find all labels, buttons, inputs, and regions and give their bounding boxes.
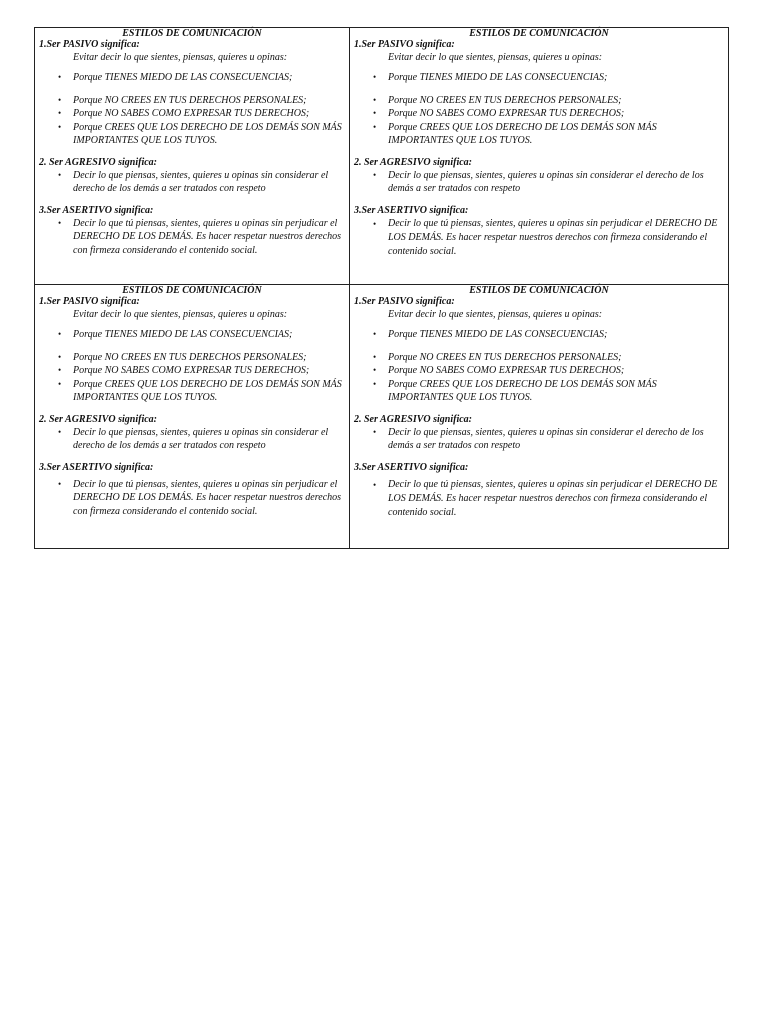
pasivo-intro: Evitar decir lo que sientes, piensas, quieres u opinas: (388, 52, 603, 63)
heading-suffix: significa: (112, 461, 154, 473)
pasivo-intro: Evitar decir lo que sientes, piensas, quieres u opinas: (388, 309, 603, 320)
asertivo-heading (354, 205, 724, 217)
heading-term: PASIVO (62, 39, 99, 50)
heading-suffix: significa: (427, 461, 469, 473)
heading-prefix: 3.Ser (39, 204, 63, 216)
pasivo-list-continued (39, 94, 345, 148)
pasivo-heading (39, 39, 345, 51)
heading-suffix: significa: (430, 413, 472, 425)
heading-suffix: significa: (413, 296, 455, 307)
heading-suffix: significa: (430, 156, 472, 168)
heading-prefix: 1.Ser (39, 39, 63, 50)
list-item: • Porque TIENES MIEDO DE LAS CONSECUENCIAS; (73, 71, 345, 85)
pasivo-heading (354, 39, 724, 51)
list-item: • Porque NO CREES EN TUS DERECHOS PERSONALES; (73, 351, 345, 365)
heading-term: PASIVO (377, 39, 414, 50)
list-item: • Porque NO CREES EN TUS DERECHOS PERSONALES; (388, 94, 724, 108)
heading-suffix: significa: (115, 413, 157, 425)
heading-term: AGRESIVO (380, 413, 431, 425)
heading-prefix: 3.Ser (39, 461, 63, 473)
heading-term: PASIVO (62, 296, 99, 307)
agresivo-list (354, 426, 724, 453)
list-item: • Porque NO CREES EN TUS DERECHOS PERSONALES; (388, 351, 724, 365)
agresivo-heading (39, 414, 345, 426)
heading-suffix: significa: (115, 156, 157, 168)
asertivo-heading (39, 462, 345, 474)
heading-prefix: 3.Ser (354, 204, 378, 216)
agresivo-heading (39, 157, 345, 169)
list-item: • Decir lo que tú piensas, sientes, quieres u opinas sin perjudicar el DERECHO DE LOS DEMÁS. Es hacer respetar nuestros derechos con firmeza considerando el contenido social. (388, 217, 724, 259)
agresivo-list (39, 169, 345, 196)
heading-prefix: 1.Ser (354, 39, 378, 50)
heading-prefix: 2. Ser (39, 156, 66, 168)
list-item: • Porque TIENES MIEDO DE LAS CONSECUENCIAS; (388, 328, 724, 342)
agresivo-list (354, 169, 724, 196)
heading-suffix: significa: (112, 204, 154, 216)
list-item: • Decir lo que piensas, sientes, quieres u opinas sin considerar el derecho de los demás a ser tratados con respeto (388, 426, 724, 453)
card-title: ESTILOS DE COMUNICACIÓN (469, 285, 609, 296)
asertivo-list (39, 217, 345, 258)
heading-term: ASERTIVO (377, 204, 427, 216)
heading-suffix: significa: (413, 39, 455, 50)
heading-prefix: 2. Ser (354, 413, 381, 425)
card-title: ESTILOS DE COMUNICACIÓN (122, 285, 262, 296)
list-item: • Decir lo que tú piensas, sientes, quieres u opinas sin perjudicar el DERECHO DE LOS DEMÁS. Es hacer respetar nuestros derechos con firmeza considerando el contenido social. (73, 217, 345, 258)
heading-term: AGRESIVO (380, 156, 431, 168)
list-item: • Porque NO SABES COMO EXPRESAR TUS DERECHOS; (73, 364, 345, 378)
list-item: • Porque CREES QUE LOS DERECHO DE LOS DEMÁS SON MÁS IMPORTANTES QUE LOS TUYOS. (73, 121, 345, 148)
pasivo-intro: Evitar decir lo que sientes, piensas, quieres u opinas: (73, 309, 288, 320)
heading-suffix: significa: (98, 296, 140, 307)
asertivo-list (354, 217, 724, 259)
card-title: ESTILOS DE COMUNICACIÓN (122, 28, 262, 39)
list-item: • Porque NO SABES COMO EXPRESAR TUS DERECHOS; (388, 364, 724, 378)
asertivo-heading (354, 462, 724, 474)
pasivo-heading (354, 296, 724, 308)
heading-term: PASIVO (377, 296, 414, 307)
heading-prefix: 2. Ser (354, 156, 381, 168)
list-item: • Porque NO SABES COMO EXPRESAR TUS DERECHOS; (388, 107, 724, 121)
pasivo-list (354, 71, 724, 85)
pasivo-list (39, 71, 345, 85)
heading-term: ASERTIVO (377, 461, 427, 473)
list-item: • Decir lo que tú piensas, sientes, quieres u opinas sin perjudicar el DERECHO DE LOS DEMÁS. Es hacer respetar nuestros derechos con firmeza considerando el contenido social. (388, 478, 724, 520)
card-title: ESTILOS DE COMUNICACIÓN (469, 28, 609, 39)
list-item: • Porque NO SABES COMO EXPRESAR TUS DERECHOS; (73, 107, 345, 121)
heading-term: AGRESIVO (65, 156, 116, 168)
heading-prefix: 2. Ser (39, 413, 66, 425)
pasivo-list-continued (354, 351, 724, 405)
list-item: • Decir lo que piensas, sientes, quieres u opinas sin considerar el derecho de los demás a ser tratados con respeto (388, 169, 724, 196)
heading-term: ASERTIVO (62, 204, 112, 216)
asertivo-heading (39, 205, 345, 217)
pasivo-intro: Evitar decir lo que sientes, piensas, quieres u opinas: (73, 52, 288, 63)
pasivo-list (39, 328, 345, 342)
list-item: • Porque TIENES MIEDO DE LAS CONSECUENCIAS; (73, 328, 345, 342)
asertivo-list (354, 478, 724, 520)
list-item: • Decir lo que piensas, sientes, quieres u opinas sin considerar el derecho de los demás a ser tratados con respeto (73, 169, 345, 196)
pasivo-list-continued (354, 94, 724, 148)
list-item: • Porque NO CREES EN TUS DERECHOS PERSONALES; (73, 94, 345, 108)
agresivo-list (39, 426, 345, 453)
cards-table (34, 27, 729, 549)
heading-prefix: 1.Ser (354, 296, 378, 307)
list-item: • Porque CREES QUE LOS DERECHO DE LOS DEMÁS SON MÁS IMPORTANTES QUE LOS TUYOS. (388, 378, 724, 405)
agresivo-heading (354, 157, 724, 169)
pasivo-heading (39, 296, 345, 308)
heading-term: ASERTIVO (62, 461, 112, 473)
heading-suffix: significa: (427, 204, 469, 216)
card-bottom-left (35, 285, 350, 549)
pasivo-list (354, 328, 724, 342)
list-item: • Decir lo que tú piensas, sientes, quieres u opinas sin perjudicar el DERECHO DE LOS DEMÁS. Es hacer respetar nuestros derechos con firmeza considerando el contenido social. (73, 478, 345, 519)
card-top-right (350, 28, 729, 285)
pasivo-list-continued (39, 351, 345, 405)
card-bottom-right (350, 285, 729, 549)
heading-prefix: 1.Ser (39, 296, 63, 307)
card-top-left (35, 28, 350, 285)
list-item: • Porque TIENES MIEDO DE LAS CONSECUENCIAS; (388, 71, 724, 85)
heading-term: AGRESIVO (65, 413, 116, 425)
list-item: • Decir lo que piensas, sientes, quieres u opinas sin considerar el derecho de los demás a ser tratados con respeto (73, 426, 345, 453)
list-item: • Porque CREES QUE LOS DERECHO DE LOS DEMÁS SON MÁS IMPORTANTES QUE LOS TUYOS. (388, 121, 724, 148)
heading-prefix: 3.Ser (354, 461, 378, 473)
list-item: • Porque CREES QUE LOS DERECHO DE LOS DEMÁS SON MÁS IMPORTANTES QUE LOS TUYOS. (73, 378, 345, 405)
asertivo-list (39, 478, 345, 519)
agresivo-heading (354, 414, 724, 426)
heading-suffix: significa: (98, 39, 140, 50)
